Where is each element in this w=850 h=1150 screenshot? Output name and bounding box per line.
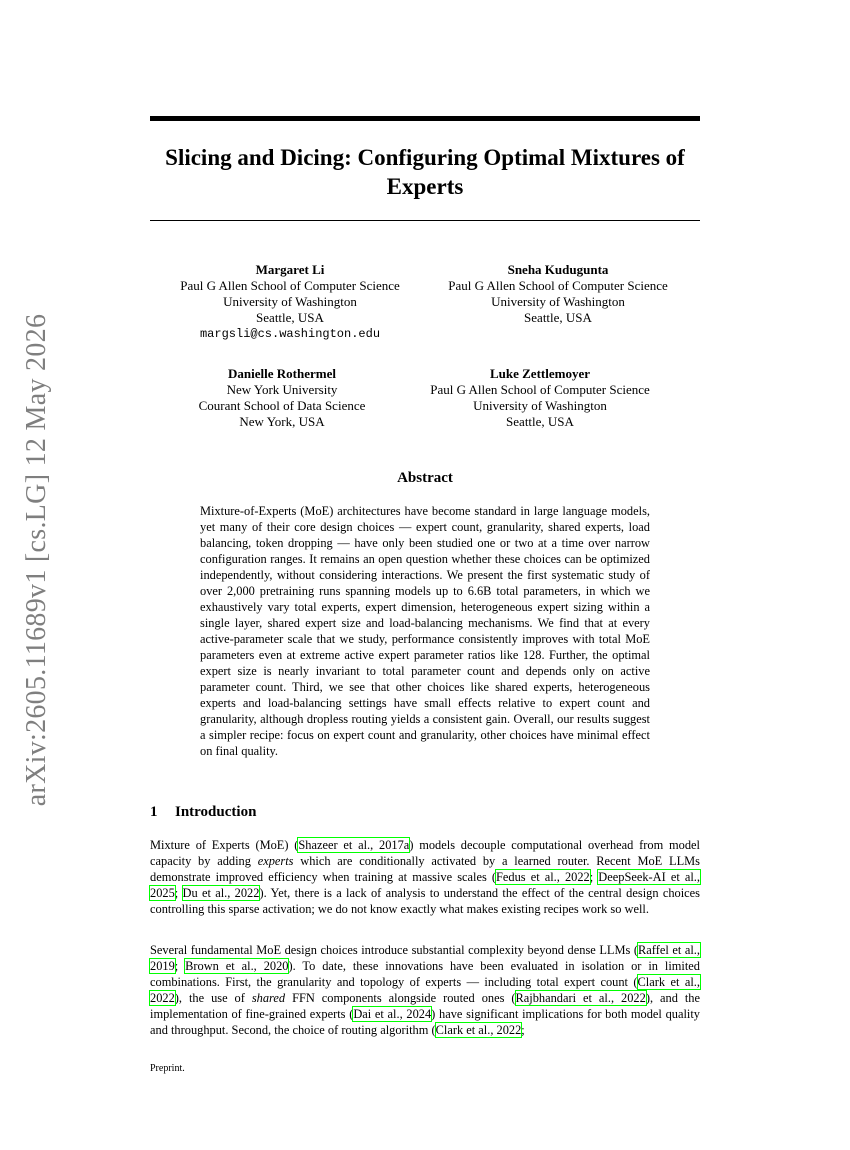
paragraph-text: ) have significant implications for both model quality and throughput. Second, the choice of routing algorithm ( — [150, 1007, 700, 1037]
author-location: New York, USA — [239, 414, 325, 429]
section-title: Introduction — [175, 804, 257, 820]
author-location: Seattle, USA — [506, 414, 574, 429]
author-block-4 — [420, 366, 660, 430]
paper-title: Slicing and Dicing: Configuring Optimal Mixtures of Experts — [165, 145, 685, 199]
citation-link[interactable]: Brown et al., 2020 — [185, 959, 289, 973]
author-affiliation: University of Washington — [491, 294, 625, 309]
author-name: Luke Zettlemoyer — [489, 366, 590, 381]
paragraph-text: ). To date, these innovations have been evaluated in isolation or in limited combinations. First, the granularity and topology of experts — including total expert count ( — [150, 959, 700, 989]
intro-paragraph-1 — [150, 837, 700, 917]
citation-link[interactable]: Shazeer et al., 2017a — [298, 838, 410, 852]
paragraph-text: ; — [521, 1023, 525, 1037]
author-location: Seattle, USA — [256, 310, 324, 325]
author-block-2 — [438, 262, 678, 326]
citation-link[interactable]: DeepSeek-AI et al., 2025 — [150, 870, 700, 900]
paragraph-text: ; — [174, 959, 186, 973]
author-affiliation: Paul G Allen School of Computer Science — [430, 382, 650, 397]
paragraph-text: ) models decouple computational overhead from model capacity by adding — [150, 838, 700, 868]
paragraph-text: FFN components alongside routed ones ( — [285, 991, 516, 1005]
paragraph-text: Several fundamental MoE design choices introduce substantial complexity beyond dense LLMs ( — [150, 943, 639, 957]
paragraph-text: ). Yet, there is a lack of analysis to understand the effect of the central design choices controlling this sparse activation; we do not know exactly what makes existing recipes work so well. — [150, 886, 700, 916]
author-block-3 — [162, 366, 402, 430]
author-affiliation: New York University — [226, 382, 338, 397]
author-affiliation: Courant School of Data Science — [198, 398, 366, 413]
abstract-heading: Abstract — [397, 470, 453, 486]
section-heading — [150, 804, 256, 821]
intro-paragraph-2 — [150, 942, 700, 1038]
author-email[interactable]: margsli@cs.washington.edu — [199, 327, 381, 341]
citation-link[interactable]: Fedus et al., 2022 — [496, 870, 590, 884]
citation-link[interactable]: Clark et al., 2022 — [435, 1023, 522, 1037]
paragraph-text: which are conditionally activated by a learned router. Recent MoE LLMs demonstrate improved efficiency when training at massive scales ( — [150, 854, 700, 884]
citation-link[interactable]: Clark et al., 2022 — [150, 975, 700, 1005]
title-top-rule — [150, 116, 700, 121]
paragraph-text: ), and the implementation of fine-grained experts ( — [150, 991, 700, 1021]
author-affiliation: Paul G Allen School of Computer Science — [448, 278, 668, 293]
paragraph-text: ; — [589, 870, 599, 884]
emphasis-text: experts — [257, 854, 294, 868]
arxiv-identifier-text: arXiv:2605.11689v1 [cs.LG] 12 May 2026 — [21, 313, 52, 807]
citation-link[interactable]: Du et al., 2022 — [182, 886, 260, 900]
abstract-text: Mixture-of-Experts (MoE) architectures have become standard in large language models, yet many of their core design choices — expert count, granularity, shared experts, load balancing, token dropping — have only been studied one or two at a time over narrow configuration ranges. It remains an open question whether these choices can be optimized independently, without considering interactions. We present the first systematic study of over 2,000 pretraining runs spanning models up to 6.6B total parameters, in which we exhaustively vary total experts, expert dimension, heterogeneous expert sizing within a single layer, shared expert size and load-balancing mechanisms. We find that at every active-parameter scale that we study, performance consistently improves with total MoE parameters even at extreme active expert parameter ratios like 128. Further, the optimal expert size is nearly invariant to total parameter count and depends only on active parameter count. Third, we see that other choices like shared experts, heterogeneous experts and load-balancing settings have small effects relative to expert count and granularity, although dropless routing yields a consistent gain. Overall, our results suggest a simpler recipe: focus on expert count and granularity, other choices have minimal effect on final quality. — [200, 504, 650, 758]
author-affiliation: Paul G Allen School of Computer Science — [180, 278, 400, 293]
section-number: 1 — [150, 804, 158, 820]
title-bottom-rule — [150, 220, 700, 221]
citation-link[interactable]: Dai et al., 2024 — [353, 1007, 432, 1021]
author-location: Seattle, USA — [524, 310, 592, 325]
emphasis-text: shared — [251, 991, 286, 1005]
citation-link[interactable]: Rajbhandari et al., 2022 — [515, 991, 646, 1005]
paragraph-text: ), the use of — [174, 991, 252, 1005]
author-affiliation: University of Washington — [223, 294, 357, 309]
author-name: Margaret Li — [255, 262, 325, 277]
paragraph-text: Mixture of Experts (MoE) ( — [150, 838, 299, 852]
footer-note: Preprint. — [150, 1063, 185, 1074]
author-name: Danielle Rothermel — [228, 366, 336, 381]
author-block-1 — [170, 262, 410, 342]
author-affiliation: University of Washington — [473, 398, 607, 413]
citation-link[interactable]: Raffel et al., 2019 — [150, 943, 700, 973]
author-name: Sneha Kudugunta — [507, 262, 609, 277]
paragraph-text: ; — [174, 886, 183, 900]
